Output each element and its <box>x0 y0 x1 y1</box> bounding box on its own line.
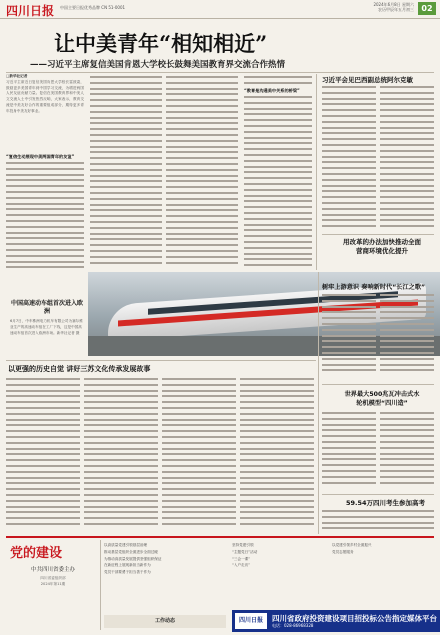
lead-subheadline: ——习近平主席复信美国肯恩大学校长鼓舞美国教育界交流合作热情 <box>30 60 286 70</box>
toc-item: 为推动高质量发展提供坚强组织保证 <box>104 556 162 561</box>
article-text-block <box>84 378 158 530</box>
divider <box>322 494 434 495</box>
article-text-block <box>380 86 434 232</box>
right-headline-4: 世界最大500兆瓦冲击式水轮机模型“四川造” <box>344 391 420 407</box>
article-text-block <box>240 378 314 530</box>
lunar-date: 农历甲辰年五月初三 <box>378 7 414 12</box>
article-text-block <box>380 294 434 378</box>
caption-title: 中国高速动车组首次进入欧洲 <box>10 300 83 315</box>
mid-title-bar <box>104 615 226 628</box>
ad-headline: 四川省政府投资建设项目招投标公告指定媒体平台 <box>272 614 437 623</box>
lead-section-heading: “复信生动展现中美两国青年的友谊” <box>6 154 75 159</box>
article-text-block <box>6 162 84 270</box>
photo-caption <box>10 300 84 354</box>
article-text-block <box>166 76 238 270</box>
toc-item: 党员志愿服务 <box>332 549 354 554</box>
toc-column-1 <box>104 542 226 576</box>
column-divider <box>100 540 101 630</box>
masthead-info: 中国主要日报优秀品牌 CN 51-0001 <box>60 5 126 10</box>
masthead-date-block <box>373 2 414 12</box>
lead-byline: □新华社记者 <box>6 74 28 78</box>
issue-date: 2024年6月8日 星期六 <box>373 2 414 7</box>
lead-headline: 让中美青年“相知相近” <box>54 31 268 56</box>
party-building-section <box>10 542 96 620</box>
article-text-block <box>322 412 376 492</box>
divider <box>6 72 434 73</box>
right-headline-2: 用改革的办法加快推动全面营商环境优化提升 <box>343 238 421 255</box>
article-text-block <box>244 76 312 86</box>
toc-item: 在新征程上展现新担当新作为 <box>104 563 151 568</box>
masthead <box>0 0 440 19</box>
article-text-block <box>244 96 312 270</box>
article-text-block <box>322 294 376 378</box>
newspaper-logo: 四川日报 <box>6 4 55 18</box>
article-text-block <box>162 378 236 530</box>
toc-item: 以高质量党建引领基层治理 <box>104 543 148 547</box>
divider <box>322 234 434 235</box>
mid-headline: 以更强的历史自觉 讲好三苏文化传承发展故事 <box>8 365 151 373</box>
toc-item: 以党建引领乡村全面振兴 <box>332 543 372 547</box>
column-divider <box>316 74 317 270</box>
right-headline-1: 习近平会见巴西副总统阿尔克敏 <box>322 76 413 84</box>
article-text-block <box>90 76 162 270</box>
toc-item: 党员干部要勇于担当善于作为 <box>104 570 151 575</box>
page-number-badge: 02 <box>418 2 436 15</box>
toc-item: “主题党日”活动 <box>232 549 258 554</box>
article-text-block <box>322 510 434 534</box>
divider <box>6 360 316 361</box>
toc-item: “三会一课” <box>232 556 251 561</box>
party-building-sponsor: 中共四川省委主办 <box>30 567 75 573</box>
divider <box>322 384 434 385</box>
toc-item: “入户走访” <box>232 563 251 568</box>
column-divider <box>318 272 319 534</box>
right-headline-5: 59.54万四川考生参加高考 <box>346 499 426 507</box>
toc-column-3 <box>332 542 436 556</box>
article-text-block <box>322 86 376 232</box>
party-building-line: 2024年第11期 <box>40 581 66 586</box>
article-text-block <box>6 378 80 530</box>
ad-logo: 四川日报 <box>235 613 267 629</box>
mid-title-2: 工作动态 <box>154 618 175 624</box>
party-building-line: 四川省委组织部 <box>40 576 66 580</box>
section-rule <box>6 536 434 538</box>
caption-text: 6月7日，中车株洲电力机车有限公司为塞尔维亚生产的高速动车组在工厂下线，这是中国高速动车组首次进入欧洲市场。新华社记者 摄 <box>10 319 83 335</box>
party-building-title: 党的建设 <box>10 546 63 561</box>
lead-body: 习近平主席近日复信美国肯恩大学校长雷波索，鼓励更多美国青年到中国学习交流，为增进两国人民友谊贡献力量。复信在美国教育界和中美人文交流人士中引发热烈反响，大家表示，教育交流是中美友好合作的重要组成部分，期待更多青年投身中美友好事业。 <box>6 79 84 113</box>
toc-item: 推动基层党组织全面进步全面过硬 <box>104 549 158 554</box>
bidding-ad-banner <box>232 610 440 632</box>
article-text-block <box>380 412 434 492</box>
ad-phone: 电话：028-86968328 <box>272 623 314 628</box>
right-headline-3: 树牢上游意识 奏响新时代“长江之歌” <box>322 284 426 291</box>
lead-section-heading: “教育是沟通美中关系的桥梁” <box>244 88 300 93</box>
toc-item: 坚持党建引领 <box>232 543 254 547</box>
toc-column-2 <box>232 542 326 569</box>
